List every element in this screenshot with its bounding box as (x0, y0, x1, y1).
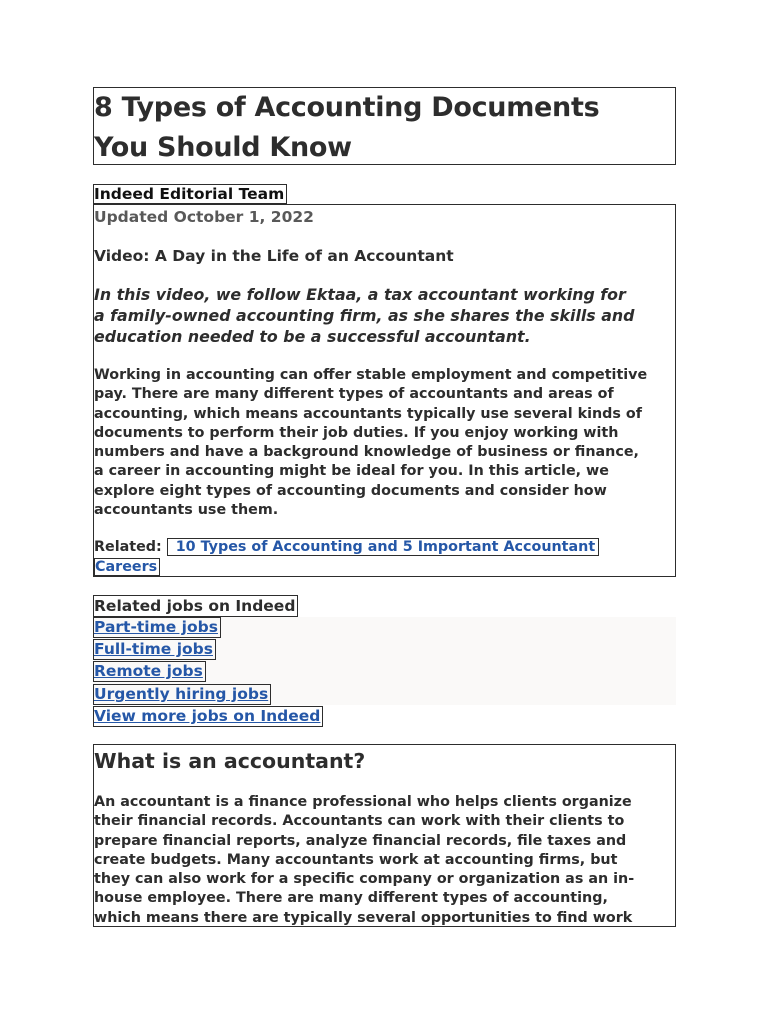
article-title-line: 8 Types of Accounting Documents (94, 92, 600, 123)
intro-line: accounting, which means accountants typically use several kinds of (94, 405, 642, 422)
section-accountant (93, 744, 676, 927)
section-line: their financial records. Accountants can work with their clients to (94, 813, 625, 830)
section-line: An accountant is a finance professional who helps clients organize (94, 794, 632, 810)
intro-line: pay. There are many different types of accountants and areas of (94, 386, 614, 403)
related-label: Related: (94, 539, 162, 555)
section-line: prepare financial reports, analyze financial records, file taxes and (94, 832, 627, 849)
article-intro-box (93, 204, 676, 577)
intro-line: documents to perform their job duties. If you enjoy working with (94, 424, 619, 441)
author-name[interactable]: Indeed Editorial Team (93, 184, 287, 204)
intro-line: explore eight types of accounting documents and consider how (94, 482, 607, 499)
urgently-hiring-jobs-link[interactable]: Urgently hiring jobs (93, 684, 271, 705)
section-line: house employee. There are many different types of accounting, (94, 890, 608, 907)
video-description-line: In this video, we follow Ektaa, a tax accountant working for (94, 285, 626, 304)
related-jobs-title: Related jobs on Indeed (93, 595, 298, 617)
intro-line: numbers and have a background knowledge of business or finance, (94, 444, 639, 461)
section-heading: What is an accountant? (94, 749, 366, 773)
section-line: they can also work for a specific company or organization as an in- (94, 871, 635, 888)
related-article-link[interactable]: 10 Types of Accounting and 5 Important Accountant (167, 538, 599, 556)
section-paragraph (94, 793, 634, 927)
article-title-line: You Should Know (94, 132, 352, 163)
section-line: which means there are typically several opportunities to find work (94, 909, 633, 926)
video-description-line: a family-owned accounting firm, as she shares the skills and (94, 306, 635, 325)
section-line: create budgets. Many accountants work at accounting firms, but (94, 851, 618, 868)
intro-line: Working in accounting can offer stable employment and competitive (94, 367, 648, 383)
intro-line: a career in accounting might be ideal for you. In this article, we (94, 463, 609, 480)
video-description (94, 284, 634, 347)
related-article (94, 537, 599, 577)
related-article-link[interactable]: Careers (94, 558, 160, 576)
full-time-jobs-link[interactable]: Full-time jobs (93, 639, 216, 660)
article-title-box (93, 87, 676, 165)
view-more-jobs-link[interactable]: View more jobs on Indeed (93, 706, 323, 727)
part-time-jobs-link[interactable]: Part-time jobs (93, 617, 221, 638)
remote-jobs-link[interactable]: Remote jobs (93, 661, 206, 682)
video-description-line: education needed to be a successful accountant. (94, 327, 531, 346)
video-title: Video: A Day in the Life of an Accountant (94, 247, 454, 265)
intro-line: accountants use them. (94, 502, 279, 519)
article-title (94, 88, 675, 168)
updated-date: Updated October 1, 2022 (94, 208, 314, 226)
intro-paragraph (94, 366, 647, 520)
